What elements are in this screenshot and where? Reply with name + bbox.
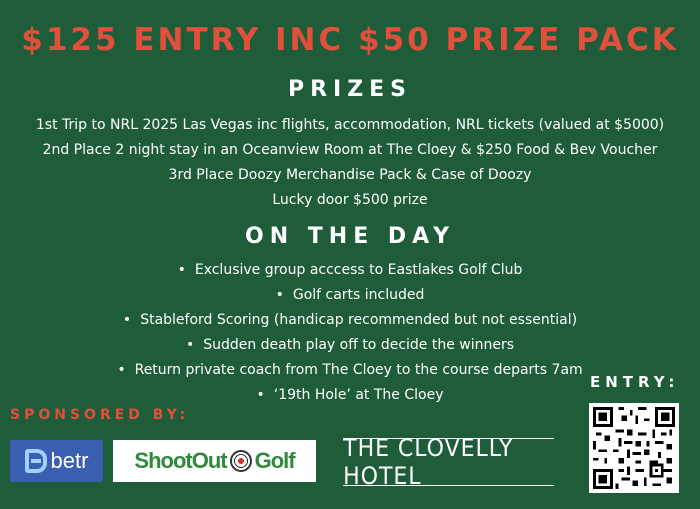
- prize-first: 1st Trip to NRL 2025 Las Vegas inc flights, accommodation, NRL tickets (valued at $5000): [35, 117, 665, 133]
- betr-wordmark: betr: [50, 448, 89, 473]
- betr-b-icon: [25, 449, 47, 473]
- prize-second: 2nd Place 2 night stay in an Oceanview Room at The Cloey & $250 Food & Bev Voucher: [42, 142, 658, 158]
- prize-third: 3rd Place Doozy Merchandise Pack & Case of Doozy: [168, 167, 532, 183]
- qr-code-icon[interactable]: [589, 403, 679, 493]
- list-item: • ‘19th Hole’ at The Cloey: [0, 383, 700, 408]
- list-item: • Stableford Scoring (handicap recommended but not essential): [0, 308, 700, 333]
- shootout-wordmark: ShootOut: [134, 448, 227, 473]
- clovelly-hotel-logo[interactable]: THE CLOVELLY HOTEL: [343, 438, 554, 486]
- sponsored-by-label: SPONSORED BY:: [10, 407, 190, 423]
- entry-label: ENTRY:: [590, 373, 680, 391]
- target-icon: [230, 450, 252, 472]
- on-the-day-heading: ON THE DAY: [245, 224, 455, 249]
- qr-code-graphic: [593, 407, 675, 489]
- list-item: • Golf carts included: [0, 283, 700, 308]
- headline: $125 ENTRY INC $50 PRIZE PACK: [21, 22, 679, 58]
- prizes-list: [0, 113, 700, 213]
- list-item: • Sudden death play off to decide the winners: [0, 333, 700, 358]
- golf-wordmark: Golf: [254, 448, 295, 473]
- list-item: • Exclusive group acccess to Eastlakes Golf Club: [0, 258, 700, 283]
- betr-logo[interactable]: [10, 440, 103, 482]
- prizes-heading: PRIZES: [287, 77, 413, 102]
- list-item: • Return private coach from The Cloey to the course departs 7am: [0, 358, 700, 383]
- prize-lucky-door: Lucky door $500 prize: [272, 192, 428, 208]
- shootout-golf-logo[interactable]: [113, 440, 316, 482]
